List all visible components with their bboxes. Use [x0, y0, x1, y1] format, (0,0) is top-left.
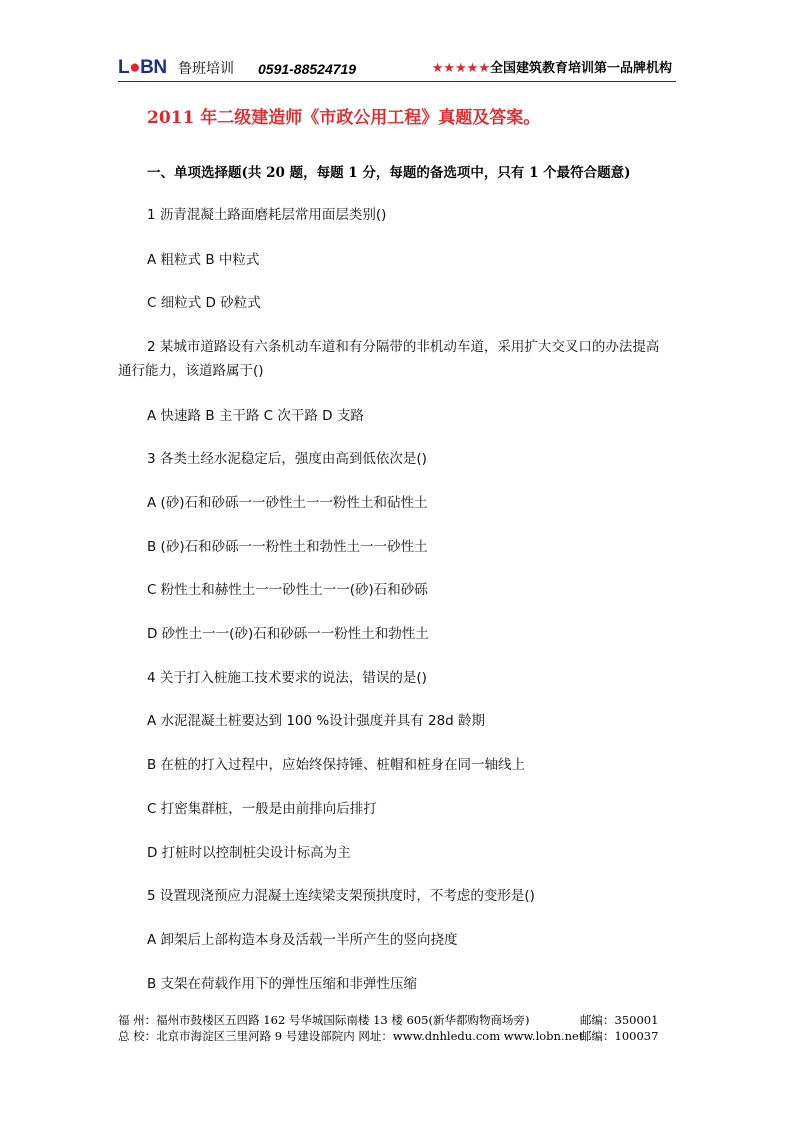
header-divider: [118, 81, 676, 82]
option-line: A 粗粒式 B 中粒式: [147, 252, 260, 268]
option-line: A (砂)石和砂砾一一砂性土一一粉性土和砧性土: [147, 495, 428, 511]
question-line: 4 关于打入桩施工技术要求的说法，错误的是(): [147, 670, 427, 686]
logo-letter-l: L: [118, 57, 130, 78]
question-line-continuation: 通行能力，该道路属于(): [118, 363, 264, 379]
tagline-text: 全国建筑教育培训第一品牌机构: [489, 61, 672, 76]
footer-address-fuzhou: [118, 1013, 678, 1028]
question-line: 1 沥青混凝土路面磨耗层常用面层类别(): [147, 207, 387, 223]
option-line: C 细粒式 D 砂粒式: [147, 295, 261, 311]
logo-letters-bn: BN: [140, 57, 167, 78]
page-header: [118, 54, 676, 84]
option-line: D 砂性土一一(砂)石和砂砾一一粉性土和勃性土: [147, 626, 429, 642]
option-line: C 粉性土和赫性土一一砂性土一一(砂)石和砂砾: [147, 582, 428, 598]
logo-ring-icon: ●: [129, 57, 141, 78]
document-title: 2011 年二级建造师《市政公用工程》真题及答案。: [147, 108, 541, 128]
option-line: A 卸架后上部构造本身及活载一半所产生的竖向挠度: [147, 932, 458, 948]
brand-name: 鲁班培训: [178, 61, 234, 77]
option-line: B (砂)石和砂砾一一粉性土和勃性土一一砂性土: [147, 539, 428, 555]
section-heading: 一、单项选择题(共 20 题，每题 1 分，每题的备选项中，只有 1 个最符合题意): [147, 165, 631, 181]
option-line: A 快速路 B 主干路 C 次干路 D 支路: [147, 408, 364, 424]
header-tagline: [432, 60, 672, 78]
option-line: B 支架在荷载作用下的弹性压缩和非弹性压缩: [147, 976, 418, 992]
footer-postcode: 邮编：100037: [580, 1029, 659, 1043]
lobn-logo: [118, 57, 167, 79]
question-line: 3 各类土经水泥稳定后，强度由高到低依次是(): [147, 451, 427, 467]
footer-address-text: 总 校：北京市海淀区三里河路 9 号建设部院内 网址：www.dnhledu.com www.lobn.net: [118, 1029, 584, 1043]
option-line: B 在桩的打入过程中，应始终保持锤、桩帽和桩身在同一轴线上: [147, 757, 526, 773]
question-line: 5 设置现浇预应力混凝土连续梁支架预拱度时，不考虑的变形是(): [147, 888, 535, 904]
option-line: A 水泥混凝土桩要达到 100 %设计强度并具有 28d 龄期: [147, 713, 486, 729]
footer-postcode: 邮编：350001: [580, 1013, 659, 1027]
phone-number: 0591-88524719: [258, 61, 357, 77]
question-line: 2 某城市道路设有六条机动车道和有分隔带的非机动车道，采用扩大交叉口的办法提高: [147, 339, 660, 355]
option-line: C 打密集群桩，一般是由前排向后排打: [147, 801, 377, 817]
footer-address-beijing: [118, 1029, 678, 1044]
option-line: D 打桩时以控制桩尖设计标高为主: [147, 845, 351, 861]
star-rating-icon: ★★★★★: [431, 61, 490, 76]
footer-address-text: 福 州：福州市鼓楼区五四路 162 号华城国际南楼 13 楼 605(新华都购物商场旁): [118, 1013, 530, 1027]
